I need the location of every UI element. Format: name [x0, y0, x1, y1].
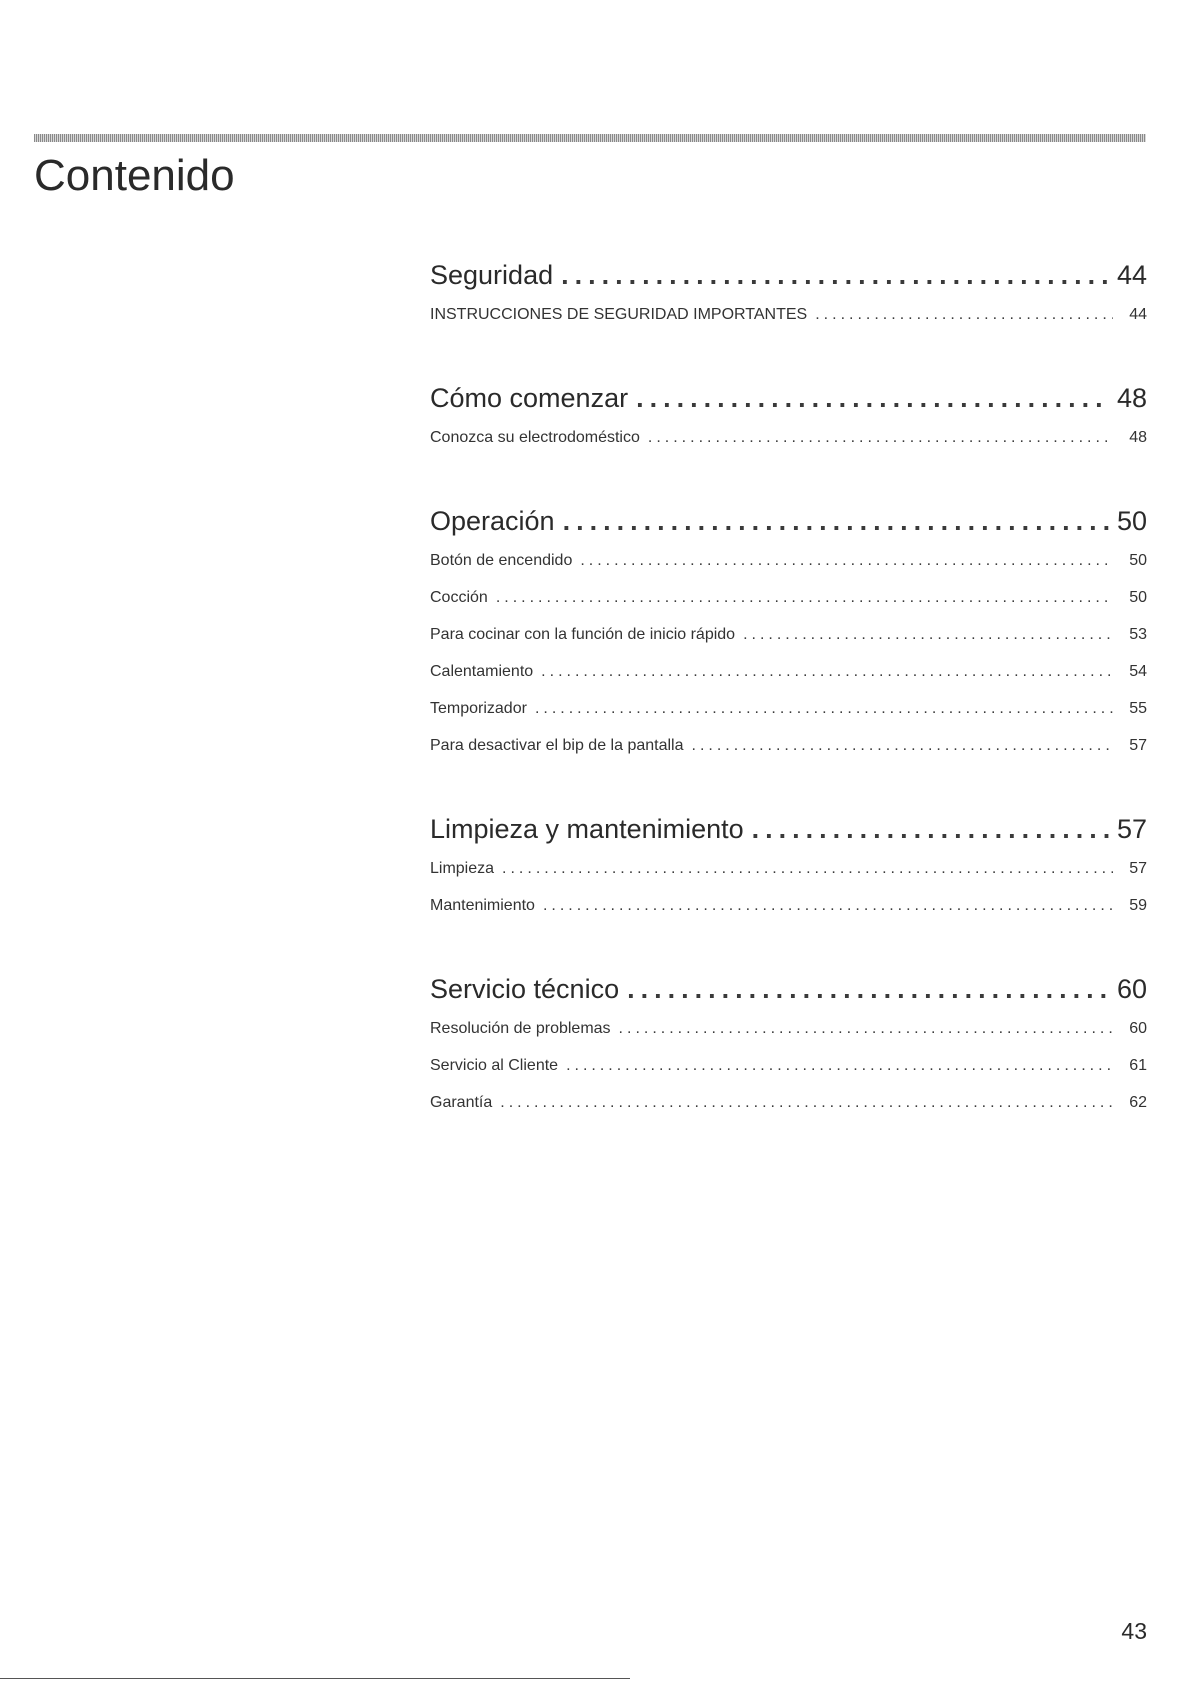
dot-leader [648, 429, 1113, 447]
toc-item-page: 57 [1129, 737, 1147, 754]
dot-leader [627, 974, 1109, 1005]
dot-leader [636, 383, 1109, 414]
footer-rule [0, 1678, 630, 1679]
dot-leader [500, 1094, 1113, 1112]
toc-item-label: Cocción [430, 589, 488, 606]
dot-leader [496, 589, 1113, 607]
dot-leader [502, 860, 1113, 878]
toc-heading-page: 48 [1116, 383, 1147, 413]
dot-leader [619, 1020, 1113, 1038]
toc-item[interactable] [430, 737, 1147, 774]
toc-heading-page: 57 [1116, 814, 1147, 844]
dot-leader [543, 897, 1113, 915]
toc-item-page: 53 [1129, 626, 1147, 643]
toc-item[interactable] [430, 897, 1147, 934]
toc-item[interactable] [430, 860, 1147, 897]
toc-heading[interactable] [430, 974, 1147, 1018]
toc-item[interactable] [430, 552, 1147, 589]
toc-item-page: 62 [1129, 1094, 1147, 1111]
toc-section-seguridad [430, 260, 1147, 343]
dot-leader [580, 552, 1113, 570]
toc-item[interactable] [430, 663, 1147, 700]
toc-item-label: Calentamiento [430, 663, 534, 680]
header-rule [34, 134, 1146, 142]
toc-item-label: Botón de encendido [430, 552, 573, 569]
toc-item[interactable] [430, 1057, 1147, 1094]
dot-leader [541, 663, 1113, 681]
toc-item[interactable] [430, 306, 1147, 343]
toc-heading-page: 44 [1116, 260, 1147, 290]
page-title: Contenido [34, 151, 235, 200]
toc-item-page: 44 [1129, 306, 1147, 323]
toc-item-page: 54 [1129, 663, 1147, 680]
toc-section-limpieza-y-mantenimiento [430, 814, 1147, 934]
toc-heading-label: Limpieza y mantenimiento [430, 814, 744, 844]
table-of-contents [430, 260, 1147, 1171]
toc-item-page: 48 [1129, 429, 1147, 446]
toc-item-label: INSTRUCCIONES DE SEGURIDAD IMPORTANTES [430, 306, 808, 323]
dot-leader [743, 626, 1113, 644]
toc-item-label: Resolución de problemas [430, 1020, 611, 1037]
page-number: 43 [1121, 1618, 1147, 1644]
toc-item-label: Temporizador [430, 700, 527, 717]
toc-heading-label: Seguridad [430, 260, 554, 290]
toc-heading-page: 50 [1116, 506, 1147, 536]
toc-section-servicio-tecnico [430, 974, 1147, 1131]
dot-leader [563, 506, 1109, 537]
toc-item-page: 55 [1129, 700, 1147, 717]
toc-item-label: Mantenimiento [430, 897, 535, 914]
toc-item-page: 57 [1129, 860, 1147, 877]
toc-heading-label: Operación [430, 506, 555, 536]
dot-leader [566, 1057, 1113, 1075]
toc-item-label: Servicio al Cliente [430, 1057, 559, 1074]
toc-item-page: 50 [1129, 589, 1147, 606]
toc-heading-label: Cómo comenzar [430, 383, 629, 413]
dot-leader [815, 306, 1113, 324]
dot-leader [752, 814, 1109, 845]
dot-leader [692, 737, 1114, 755]
toc-item-page: 59 [1129, 897, 1147, 914]
toc-item[interactable] [430, 1020, 1147, 1057]
toc-heading[interactable] [430, 260, 1147, 304]
dot-leader [561, 260, 1109, 291]
toc-item[interactable] [430, 626, 1147, 663]
toc-item[interactable] [430, 700, 1147, 737]
toc-item[interactable] [430, 1094, 1147, 1131]
toc-heading[interactable] [430, 383, 1147, 427]
toc-item-label: Para cocinar con la función de inicio rápido [430, 626, 736, 643]
dot-leader [535, 700, 1113, 718]
toc-item[interactable] [430, 589, 1147, 626]
toc-item-label: Garantía [430, 1094, 493, 1111]
toc-section-operacion [430, 506, 1147, 774]
toc-section-como-comenzar [430, 383, 1147, 466]
toc-heading[interactable] [430, 814, 1147, 858]
toc-item-label: Limpieza [430, 860, 495, 877]
toc-heading-label: Servicio técnico [430, 974, 620, 1004]
toc-item-page: 60 [1129, 1020, 1147, 1037]
toc-item-label: Para desactivar el bip de la pantalla [430, 737, 684, 754]
toc-heading[interactable] [430, 506, 1147, 550]
toc-heading-page: 60 [1116, 974, 1147, 1004]
toc-item-page: 61 [1129, 1057, 1147, 1074]
toc-item[interactable] [430, 429, 1147, 466]
toc-item-page: 50 [1129, 552, 1147, 569]
toc-item-label: Conozca su electrodoméstico [430, 429, 640, 446]
